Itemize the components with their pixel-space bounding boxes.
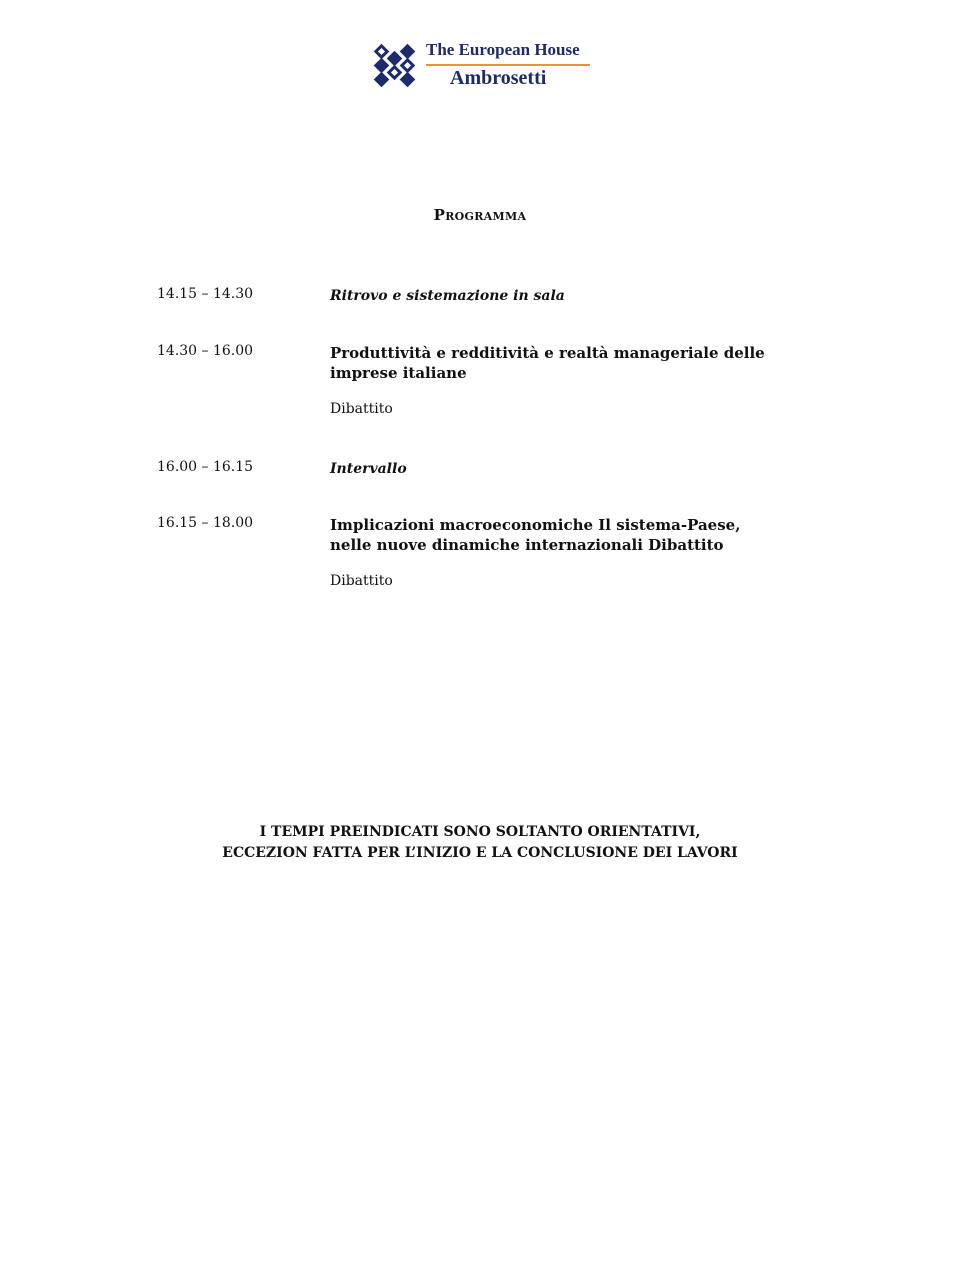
logo-text-line1: The European House [426, 40, 580, 59]
agenda-description: Implicazioni macroeconomiche Il sistema-Paese, nelle nuove dinamiche internazionali Dibattito [330, 516, 741, 554]
logo-divider [426, 64, 590, 66]
timing-note [0, 822, 960, 864]
agenda-sub: Dibattito [330, 401, 393, 417]
agenda-time: 14.30 – 16.00 [157, 343, 254, 359]
agenda-time: 16.00 – 16.15 [157, 459, 254, 475]
agenda-sub: Dibattito [330, 573, 393, 589]
timing-note-line2: ECCEZION FATTA PER L’INIZIO E LA CONCLUSIONE DEI LAVORI [222, 845, 738, 861]
agenda-time: 16.15 – 18.00 [157, 515, 254, 531]
agenda-description: Intervallo [330, 461, 407, 477]
company-logo [372, 40, 592, 92]
logo-mark-icon [372, 42, 420, 88]
timing-note-line1: I TEMPI PREINDICATI SONO SOLTANTO ORIENTATIVI, [259, 824, 701, 840]
agenda-time: 14.15 – 14.30 [157, 286, 254, 302]
page-title: Programma [433, 206, 527, 224]
logo-text-line2: Ambrosetti [450, 67, 547, 89]
agenda-description: Produttività e redditività e realtà manageriale delle imprese italiane [330, 344, 765, 382]
agenda-description: Ritrovo e sistemazione in sala [330, 288, 565, 304]
